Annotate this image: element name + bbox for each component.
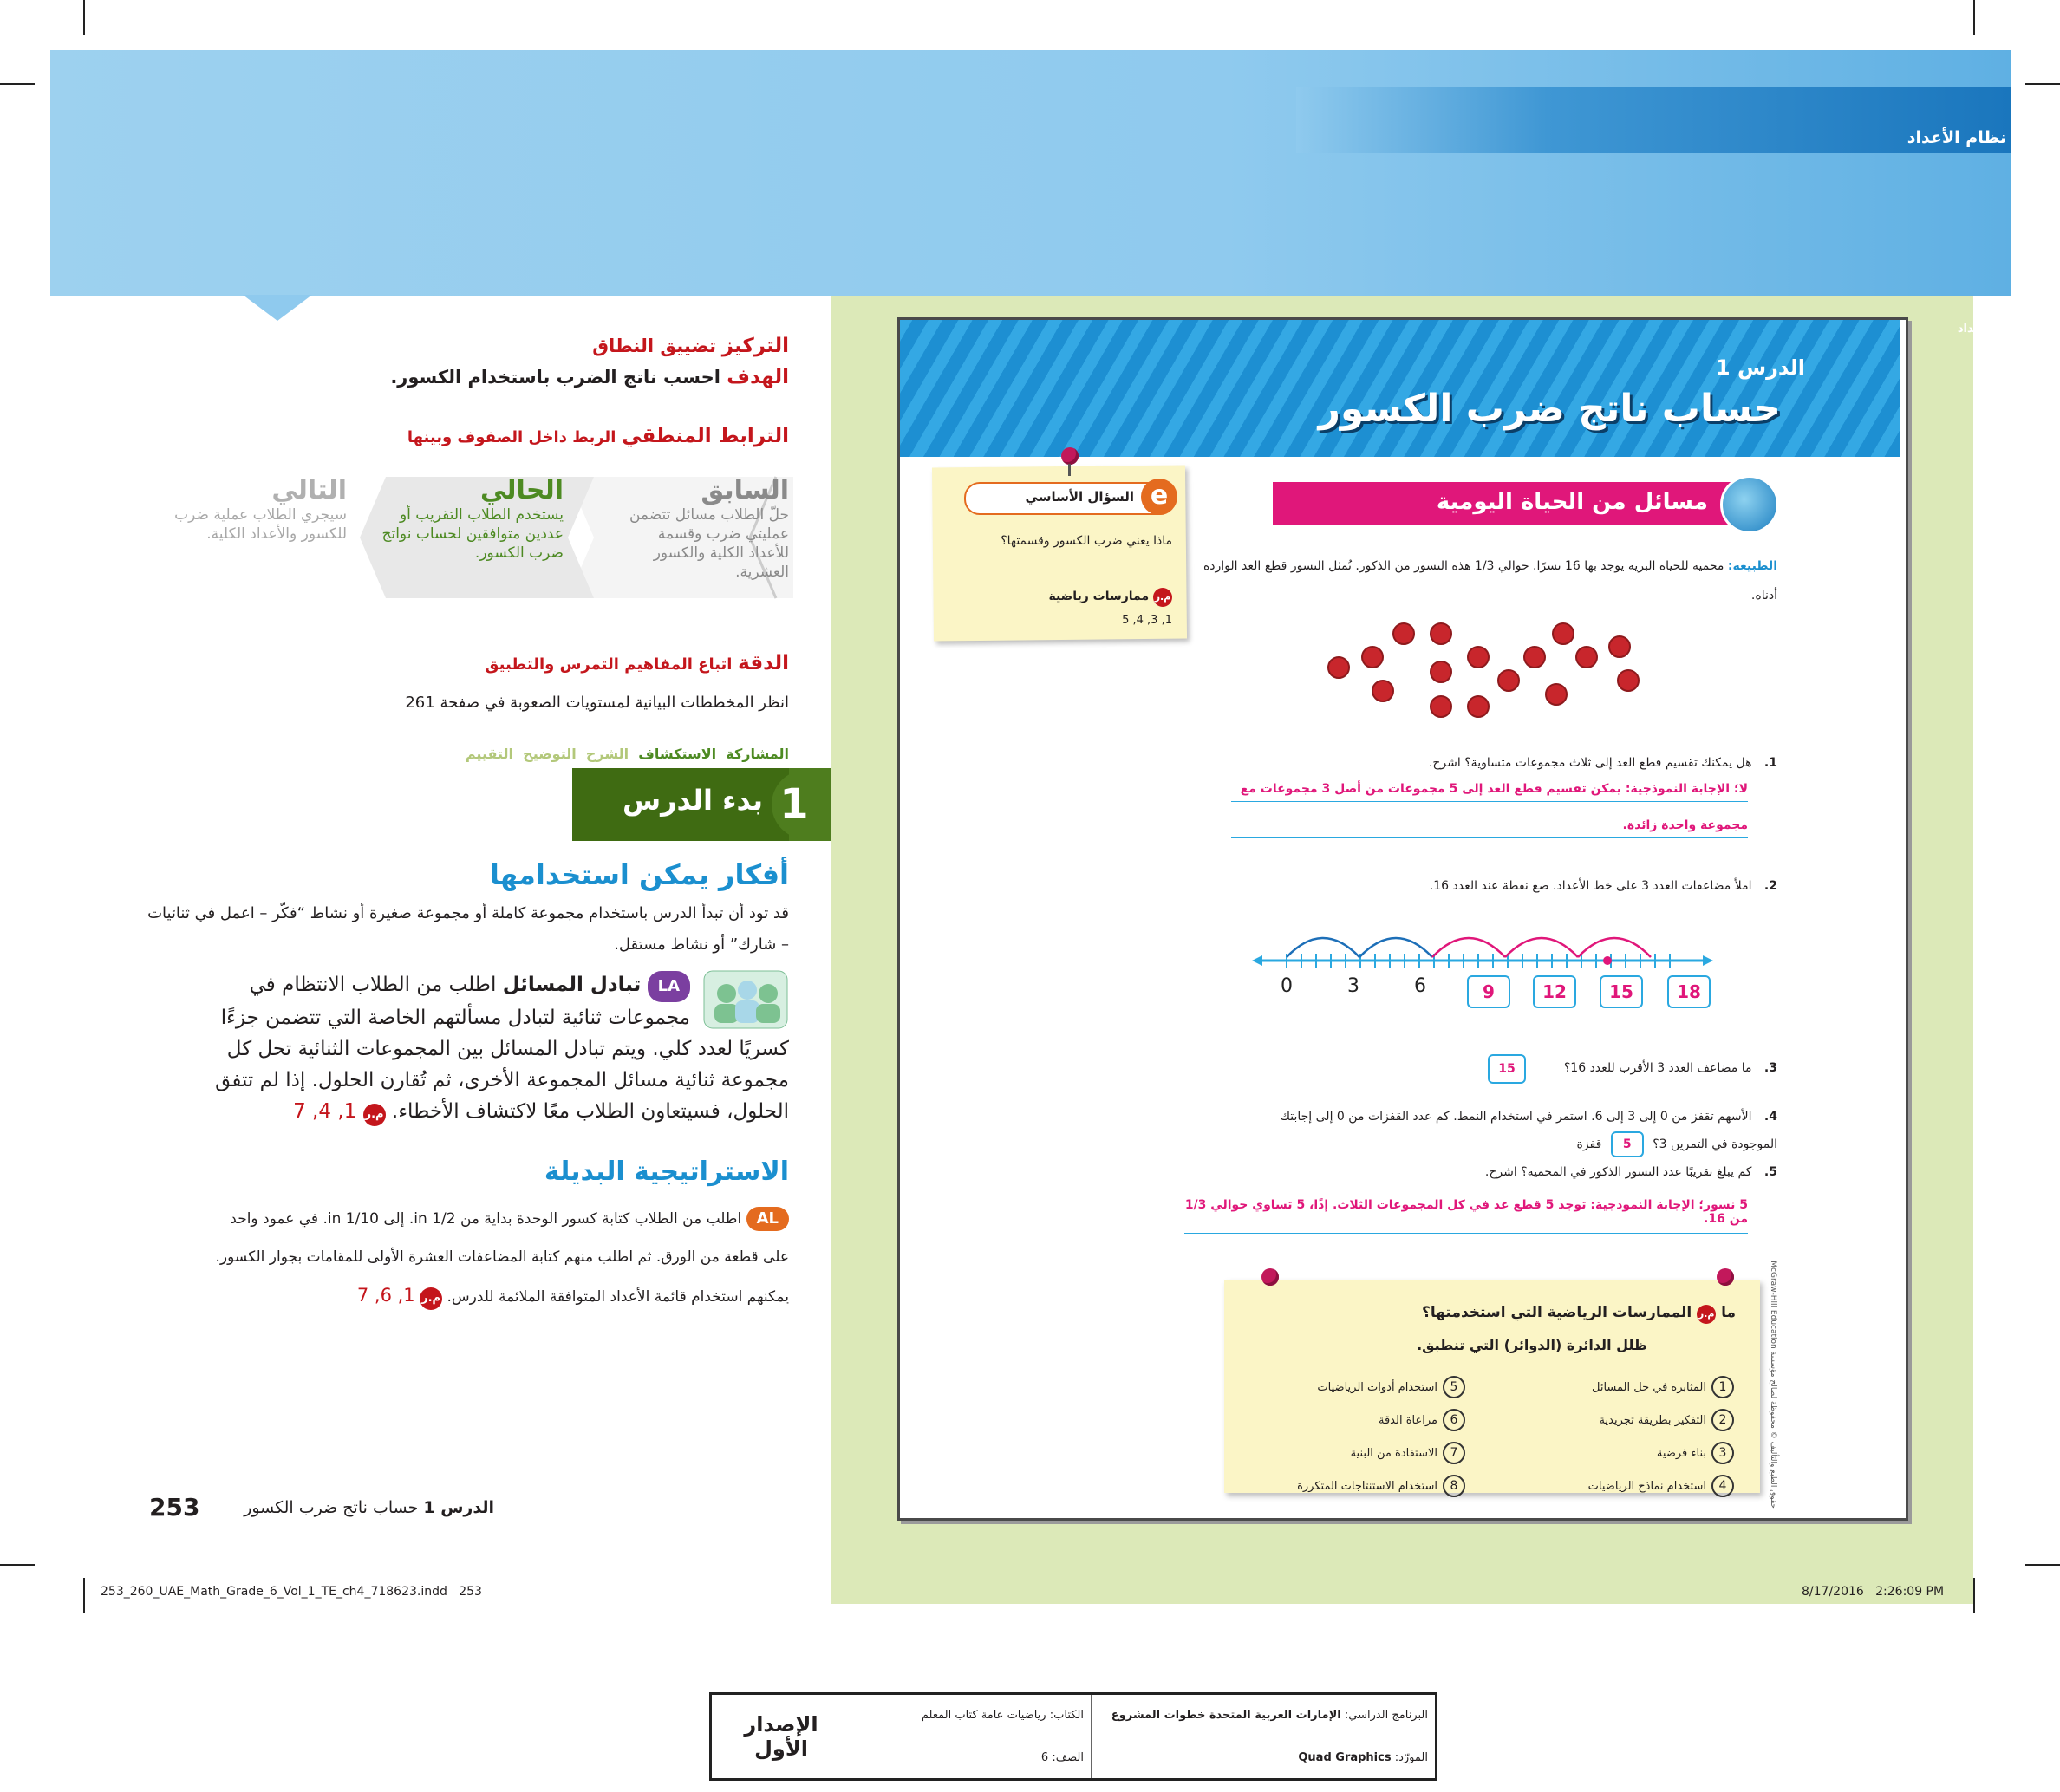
q2 xyxy=(1231,879,1777,893)
step-number: 1 xyxy=(772,770,817,839)
counter xyxy=(1361,646,1384,668)
option-circle[interactable]: 5 xyxy=(1443,1376,1465,1398)
copyright-vertical: حقوق الطبع والتأليف © محفوظة لصالح مؤسسة McGraw-Hill Education xyxy=(1769,1261,1777,1509)
book-value: رياضيات عامة كتاب المعلم xyxy=(921,1709,1046,1723)
q5-answer-b: من 16. xyxy=(1704,1212,1748,1226)
counter xyxy=(1545,683,1568,706)
counter xyxy=(1430,661,1452,683)
practices-heading xyxy=(945,588,1172,607)
practice-option[interactable] xyxy=(1257,1470,1465,1503)
shade-instruction: ظلل الدائرة (الدوائر) التي تنطبق. xyxy=(1417,1337,1647,1353)
option-circle[interactable]: 8 xyxy=(1443,1475,1465,1497)
option-circle[interactable]: 4 xyxy=(1711,1475,1734,1497)
mp-badge: م.ر xyxy=(363,1104,386,1126)
now-title: الحالي xyxy=(479,475,564,505)
alt-title: الاستراتيجية البديلة xyxy=(544,1157,789,1187)
phase-evaluate[interactable]: التقييم xyxy=(465,746,514,762)
rigor-line xyxy=(364,652,789,674)
next-title: التالي xyxy=(271,475,347,505)
tick-label: 0 xyxy=(1281,975,1293,997)
pin-icon xyxy=(1261,1268,1279,1286)
q2-text: املأ مضاعفات العدد 3 على خط الأعداد. ضع نقطة عند العدد 16. xyxy=(1429,879,1752,893)
q1 xyxy=(1231,756,1777,770)
mp-badge: م.ر xyxy=(420,1287,442,1310)
q5 xyxy=(1231,1165,1777,1179)
coherence-line xyxy=(364,425,789,447)
program-label: البرنامج الدراسي: xyxy=(1344,1709,1428,1723)
numberline-answer[interactable]: 18 xyxy=(1667,975,1711,1008)
option-label: استخدام أدوات الرياضيات xyxy=(1317,1381,1437,1394)
option-circle[interactable]: 1 xyxy=(1711,1376,1734,1398)
q1-answer-line-1: لا؛ الإجابة النموذجية: يمكن تقسيم قطع العد إلى 5 مجموعات من أصل 3 مجموعات مع xyxy=(1231,782,1748,802)
jump-arc xyxy=(1432,938,1505,957)
counter xyxy=(1327,656,1350,679)
counter xyxy=(1575,646,1598,668)
axis-arrow-left xyxy=(1252,955,1262,966)
footer-lesson: الدرس 1 xyxy=(423,1498,494,1517)
q4-number: 4. xyxy=(1763,1110,1777,1124)
book-label: الكتاب: xyxy=(1049,1709,1084,1723)
al-unit-a: in. xyxy=(408,1210,427,1228)
point-16 xyxy=(1603,956,1612,965)
option-label: المثابرة في حل المسائل xyxy=(1591,1381,1706,1394)
which-question: الممارسات الرياضية التي استخدمتها؟ xyxy=(1422,1304,1692,1321)
rigor-text: اتباع المفاهيم التمرس والتطبيق xyxy=(485,655,733,674)
option-circle[interactable]: 2 xyxy=(1711,1409,1734,1431)
footer-table xyxy=(709,1692,1437,1781)
jump-arc xyxy=(1359,938,1432,957)
crop-mark xyxy=(83,0,85,35)
counter xyxy=(1467,695,1490,718)
numberline-answer[interactable]: 9 xyxy=(1467,975,1510,1008)
rigor-note: انظر المخططات البيانية لمستويات الصعوبة في صفحة 261 xyxy=(405,694,789,712)
q1-text: هل يمكنك تقسيم قطع العد إلى ثلاث مجموعات متساوية؟ اشرح. xyxy=(1428,756,1752,770)
numberline-answer[interactable]: 15 xyxy=(1600,975,1643,1008)
print-date: 8/17/2016 2:26:09 PM xyxy=(1802,1585,1945,1599)
prev-block xyxy=(624,475,789,582)
al-to: إلى xyxy=(383,1210,405,1228)
numberline-answer[interactable]: 12 xyxy=(1533,975,1576,1008)
option-label: استخدام نماذج الرياضيات xyxy=(1587,1480,1706,1493)
focus-text: تضييق النطاق xyxy=(592,336,717,356)
q4-answer[interactable]: 5 xyxy=(1611,1131,1644,1157)
al-unit-b: in. xyxy=(323,1210,342,1228)
counter xyxy=(1467,646,1490,668)
q5-answer-a: 5 نسور؛ الإجابة النموذجية: توجد 5 قطع عد في كل المجموعات الثلاث. إذًا، 5 تساوي حوالي xyxy=(1210,1198,1748,1212)
la-block xyxy=(191,969,789,1127)
practice-option[interactable] xyxy=(1257,1437,1465,1470)
la-title: تبادل المسائل xyxy=(502,974,642,996)
counter xyxy=(1617,669,1640,692)
q4-text-a: الأسهم تقفز من 0 إلى 3 إلى 6. استمر في استخدام النمط. كم عدد القفزات من 0 إلى إجابتك xyxy=(1280,1110,1752,1124)
al-block xyxy=(147,1200,789,1316)
practice-option[interactable] xyxy=(1257,1372,1465,1404)
q3 xyxy=(1526,1061,1777,1075)
next-block xyxy=(173,475,347,544)
phase-row xyxy=(381,746,789,762)
nature-text-a: محمية للحياة البرية يوجد بها 16 نسرًا. حوالي xyxy=(1497,559,1724,573)
lesson-label: الدرس 1 xyxy=(1715,355,1805,380)
practice-option[interactable] xyxy=(1526,1470,1734,1503)
al-text-3: على قطعة من الورق. ثم اطلب منهم كتابة المضاعفات العشرة الأولى للمقامات بجوار الكسور. xyxy=(215,1248,789,1266)
program-cell xyxy=(1092,1694,1437,1737)
counter xyxy=(1523,646,1546,668)
phase-elaborate[interactable]: التوضيح xyxy=(523,746,577,762)
crop-mark xyxy=(0,83,35,85)
next-text: سيجري الطلاب عملية ضرب للكسور والأعداد الكلية. xyxy=(174,506,347,543)
counter xyxy=(1430,622,1452,645)
page-number: 253 xyxy=(149,1493,200,1522)
la-practices: 1, 4, 7 xyxy=(293,1100,357,1123)
supplier-cell xyxy=(1092,1737,1437,1780)
real-world-title: مسائل من الحياة اليومية xyxy=(1436,489,1708,515)
students-icon xyxy=(702,969,789,1030)
option-label: بناء فرضية xyxy=(1656,1447,1706,1460)
crop-mark xyxy=(1973,1578,1975,1613)
option-circle[interactable]: 6 xyxy=(1443,1409,1465,1431)
grade-value: 6 xyxy=(1040,1750,1049,1764)
tick-label: 6 xyxy=(1414,975,1426,997)
pin-stem xyxy=(1068,464,1071,476)
essential-label: السؤال الأساسي xyxy=(1025,489,1134,505)
which-label: ما xyxy=(1721,1304,1736,1321)
practice-option[interactable] xyxy=(1526,1372,1734,1404)
focus-label: التركيز xyxy=(721,335,789,357)
q3-number: 3. xyxy=(1763,1061,1777,1075)
supplier-value: Quad Graphics xyxy=(1298,1750,1392,1764)
edition-cell: الإصدار الأول xyxy=(711,1694,851,1780)
al-badge: AL xyxy=(746,1207,789,1231)
q4-text-b: الموجودة في التمرين 3؟ xyxy=(1653,1137,1777,1151)
la-text: اطلب من الطلاب الانتظام في مجموعات ثنائية لتبادل مسألتهم الخاصة التي تتضمن جزءًا كسريًا لعدد كلي. ويتم تبادل المسائل بين المجموعات الثنائية تحل كل مجموعة ثنائية مسائل المجموعة الأخرى، ثم تُقارن الحلول. إذا لم تتفق الحلول، فسيتعاون الطلاب معًا لاكتشاف الأخطاء. xyxy=(215,974,789,1123)
option-circle[interactable]: 7 xyxy=(1443,1442,1465,1464)
counter xyxy=(1552,622,1574,645)
focus-line xyxy=(364,335,789,357)
program-value: الإمارات العربية المتحدة خطوات المشروع xyxy=(1111,1709,1341,1723)
practice-option[interactable] xyxy=(1526,1404,1734,1437)
ideas-text: قد تود أن تبدأ الدرس باستخدام مجموعة كاملة أو مجموعة صغيرة أو نشاط “فكّر – اعمل في ثنائيات – شارك” أو نشاط مستقل. xyxy=(147,904,789,954)
q3-answer[interactable]: 15 xyxy=(1488,1054,1526,1084)
student-section-tag: نظام الأعداد xyxy=(1957,323,2025,336)
grade-label: الصف: xyxy=(1052,1750,1084,1764)
now-block xyxy=(381,475,564,563)
mp-badge: م.ر xyxy=(1697,1305,1716,1324)
al-text-2: في عمود واحد xyxy=(230,1210,319,1228)
option-label: التفكير بطريقة تجريدية xyxy=(1599,1414,1706,1427)
prev-title: السابق xyxy=(701,475,789,505)
q4 xyxy=(1231,1103,1777,1158)
coherence-text: الربط داخل الصفوف وبينها xyxy=(407,428,616,446)
rigor-label: الدقة xyxy=(738,652,789,674)
pin-icon xyxy=(1061,447,1079,465)
al-frac-a: 1/2 xyxy=(432,1210,456,1228)
practice-option[interactable] xyxy=(1526,1437,1734,1470)
q5-number: 5. xyxy=(1763,1165,1777,1179)
grade-cell xyxy=(851,1737,1092,1780)
tick-label: 3 xyxy=(1347,975,1359,997)
nature-text-b: هذه النسور من الذكور. تُمثل النسور قطع العد الواردة أدناه. xyxy=(1203,559,1777,603)
section-label: نظام الأعداد xyxy=(1907,128,2006,147)
nature-frac: 1/3 xyxy=(1474,559,1495,573)
nature-label: الطبيعة: xyxy=(1727,559,1777,573)
book-cell xyxy=(851,1694,1092,1737)
q5-frac: 1/3 xyxy=(1184,1198,1207,1212)
q2-number: 2. xyxy=(1763,879,1777,893)
now-text: يستخدم الطلاب التقريب أو عددين متوافقين لحساب نواتج ضرب الكسور. xyxy=(381,506,564,562)
counter xyxy=(1392,622,1415,645)
practice-option[interactable] xyxy=(1257,1404,1465,1437)
al-text-1: اطلب من الطلاب كتابة كسور الوحدة بداية من xyxy=(460,1210,742,1228)
essential-icon: e xyxy=(1141,479,1177,515)
mp-badge: م.ر xyxy=(1153,588,1172,607)
practices-col-left xyxy=(1257,1372,1465,1503)
globe-icon xyxy=(1720,475,1779,534)
prev-text: حلّ الطلاب مسائل تتضمن عمليتي ضرب وقسمة للأعداد الكلية والكسور العشرية. xyxy=(629,506,789,581)
q5-answer xyxy=(1184,1198,1748,1234)
which-practices xyxy=(1248,1304,1736,1324)
q4-unit: قفزة xyxy=(1576,1137,1602,1151)
phase-engage[interactable]: المشاركة xyxy=(726,746,789,762)
al-text-4: يمكنهم استخدام قائمة الأعداد المتوافقة الملائمة للدرس. xyxy=(447,1288,789,1306)
phase-explain[interactable]: الشرح xyxy=(585,746,629,762)
counter xyxy=(1372,680,1394,702)
step-title: بدء الدرس xyxy=(622,784,763,817)
option-label: استخدام الاستنتاجات المتكررة xyxy=(1297,1480,1437,1493)
option-label: مراعاة الدقة xyxy=(1379,1414,1437,1427)
essential-question: ماذا يعني ضرب الكسور وقسمتها؟ xyxy=(1001,534,1172,548)
crop-mark xyxy=(83,1578,85,1613)
al-practices: 1, 6, 7 xyxy=(356,1285,415,1306)
crop-mark xyxy=(2025,1564,2060,1566)
pin-icon xyxy=(1717,1268,1734,1286)
ideas-title: أفكار يمكن استخدامها xyxy=(489,858,789,891)
al-frac-b: 1/10 xyxy=(345,1210,379,1228)
option-circle[interactable]: 3 xyxy=(1711,1442,1734,1464)
practices-label: ممارسات رياضية xyxy=(1048,590,1150,603)
practices-list: 1, 3, 4, 5 xyxy=(1122,614,1172,627)
phase-explore[interactable]: الاستكشاف xyxy=(638,746,717,762)
q1-answer-line-2: مجموعة واحدة زائدة. xyxy=(1231,818,1748,838)
nature-text xyxy=(1196,551,1777,610)
band-notch xyxy=(243,295,312,321)
crop-mark xyxy=(0,1564,35,1566)
crop-mark xyxy=(2025,83,2060,85)
header-strip xyxy=(1296,87,2011,153)
q5-text: كم يبلغ تقريبًا عدد النسور الذكور في المحمية؟ اشرح. xyxy=(1484,1165,1752,1179)
la-badge: LA xyxy=(648,971,690,1002)
q3-text: ما مضاعف العدد 3 الأقرب للعدد 16؟ xyxy=(1563,1061,1752,1075)
footer-title: حساب ناتج ضرب الكسور xyxy=(244,1498,419,1517)
option-label: الاستفادة من البنية xyxy=(1350,1447,1437,1460)
goal-line xyxy=(364,366,789,388)
supplier-label: المورّد: xyxy=(1394,1750,1428,1764)
counter xyxy=(1497,669,1520,692)
axis-arrow-right xyxy=(1703,955,1713,966)
crop-mark xyxy=(1973,0,1975,35)
jump-arc xyxy=(1287,938,1359,957)
counter xyxy=(1608,635,1631,658)
goal-text: احسب ناتج الضرب باستخدام الكسور. xyxy=(390,367,720,388)
goal-label: الهدف xyxy=(727,366,789,388)
practices-col-right xyxy=(1526,1372,1734,1503)
coherence-label: الترابط المنطقي xyxy=(622,425,789,447)
q1-number: 1. xyxy=(1763,756,1777,770)
print-file: 253_260_UAE_Math_Grade_6_Vol_1_TE_ch4_718623.indd 253 xyxy=(101,1585,482,1599)
counter xyxy=(1430,695,1452,718)
lesson-title: حساب ناتج ضرب الكسور xyxy=(1318,387,1781,431)
